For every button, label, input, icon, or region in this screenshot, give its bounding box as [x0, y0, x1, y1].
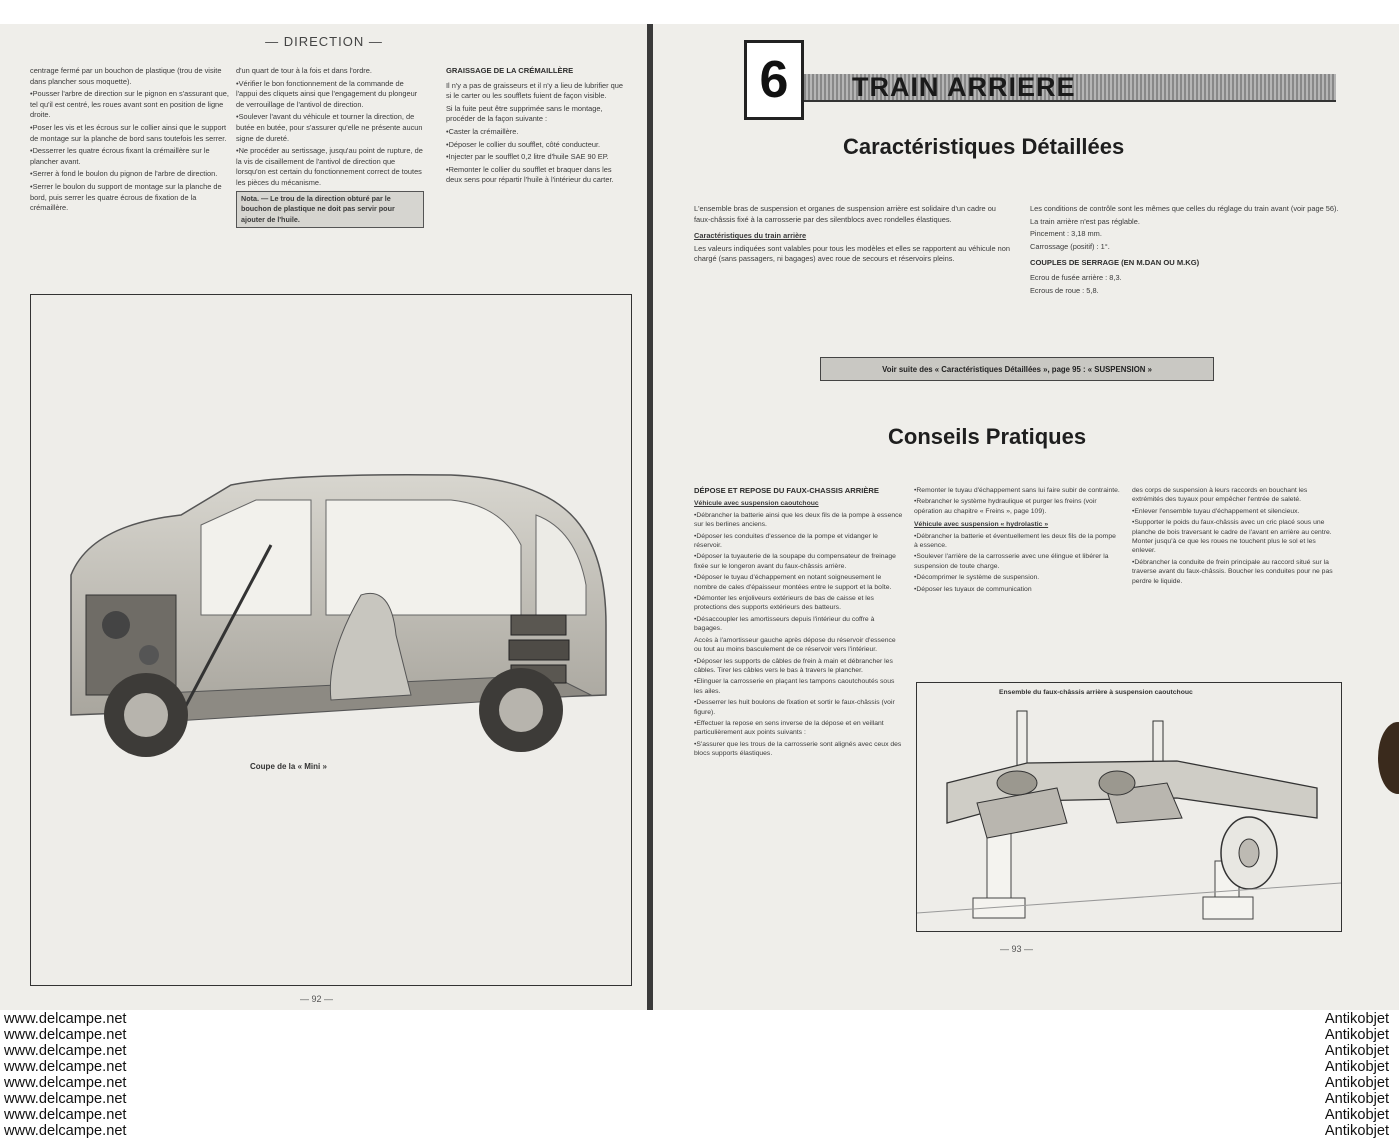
watermark-line: www.delcampe.net	[4, 1011, 127, 1027]
section-title-practical: Conseils Pratiques	[888, 424, 1087, 449]
left-col-3	[446, 66, 628, 188]
paragraph: • Effectuer la repose en sens inverse de la dépose et en veillant particulièrement aux points suivants :	[694, 719, 904, 738]
practical-col-2	[914, 486, 1120, 596]
paragraph: • Remonter le collier du soufflet et braquer dans les deux sens pour répartir l'huile à l'intérieur du carter.	[446, 165, 628, 186]
paragraph: Les valeurs indiquées sont valables pour tous les modèles et elles se rapportent au véhicule non chargé (sans passagers, ni bagages) avec roue de secours et réservoirs pleins.	[694, 243, 1010, 264]
watermark-line: www.delcampe.net	[4, 1043, 127, 1059]
paragraph: Carrossage (positif) : 1°.	[1030, 241, 1110, 251]
paragraph: • Poser les vis et les écrous sur le collier ainsi que le support de montage sur la planche de bord sans toutefois les serrer.	[30, 123, 230, 144]
paragraph: • Déposer les conduites d'essence de la pompe et vidanger le réservoir.	[694, 532, 904, 551]
paragraph: • Déposer la tuyauterie de la soupape du compensateur de freinage fixée sur le longeron avant du faux-châssis arrière.	[694, 552, 904, 571]
paragraph: • Décomprimer le système de suspension.	[914, 573, 1120, 582]
paragraph: • Serrer à fond le boulon du pignon de l'arbre de direction.	[30, 169, 230, 180]
watermark-line: Antikobjet	[1324, 1059, 1389, 1075]
paragraph: • Soulever l'avant du véhicule et tourner la direction, de butée en butée, pour s'assurer qu'elle ne présente aucun signe de dureté.	[236, 112, 424, 144]
paragraph: Il n'y a pas de graisseurs et il n'y a lieu de lubrifier que si le carter ou les soufflets fuient de façon visible.	[446, 80, 624, 101]
paragraph: Ecrou de fusée arrière : 8,3.	[1030, 272, 1122, 282]
paragraph: Accès à l'amortisseur gauche après dépose du réservoir d'essence ou tout au moins basculement de ce réservoir vers l'intérieur.	[694, 636, 896, 654]
left-col-2	[236, 66, 424, 230]
left-col-1	[30, 66, 230, 216]
paragraph: L'ensemble bras de suspension et organes de suspension arrière est solidaire d'un cadre ou faux-châssis fixé à la carrosserie par des silentblocs avec rondelles élastiques.	[694, 204, 996, 224]
paragraph: • Serrer le boulon du support de montage sur la planche de bord, puis serrer les quatre écrous de fixation de la crémaillère.	[30, 182, 230, 214]
paragraph: • Démonter les enjoliveurs extérieurs de bas de caisse et les protections des supports extérieurs des batteurs.	[694, 594, 904, 613]
practical-col-3	[1132, 486, 1340, 588]
paragraph: • Ne procéder au sertissage, jusqu'au point de rupture, de la vis de cisaillement de l'antivol de direction que lorsqu'on est certain du fonctionnement correct de toutes les pièces du mécanisme.	[236, 146, 424, 188]
watermark-line: www.delcampe.net	[4, 1027, 127, 1043]
paragraph: des corps de suspension à leurs raccords en bouchant les extrémités des tuyaux pour empêcher l'entrée de saleté.	[1132, 487, 1308, 504]
figure-caption: Ensemble du faux-châssis arrière à suspension caoutchouc	[999, 689, 1193, 696]
paragraph: • Supporter le poids du faux-châssis avec un cric placé sous une planche de bois traversant le cadre de l'avant en arrière au centre. Monter jusqu'à ce que les roues ne touchent plus le sol et les enlever.	[1132, 518, 1340, 556]
paragraph: Les conditions de contrôle sont les mêmes que celles du réglage du train avant (voir page 56).	[1030, 204, 1339, 213]
paragraph: • S'assurer que les trous de la carrosserie sont alignés avec ceux des blocs supports élastiques.	[694, 740, 904, 759]
paragraph: • Déposer les tuyaux de communication	[914, 585, 1120, 594]
page-number: — 93 —	[1000, 944, 1034, 954]
paragraph: • Débrancher la batterie et éventuellement les deux fils de la pompe à essence.	[914, 532, 1120, 551]
paragraph: centrage fermé par un bouchon de plastique (trou de visite dans plancher sous moquette).	[30, 66, 222, 86]
paragraph: • Caster la crémaillère.	[446, 127, 628, 138]
characteristics-left	[694, 204, 1010, 267]
paragraph: • Déposer le collier du soufflet, côté conducteur.	[446, 140, 628, 151]
section-heading: GRAISSAGE DE LA CRÉMAILLÈRE	[446, 66, 574, 75]
watermark-line: Antikobjet	[1324, 1123, 1389, 1139]
subframe-illustration	[917, 683, 1341, 931]
watermark-line: Antikobjet	[1324, 1091, 1389, 1107]
watermark-line: www.delcampe.net	[4, 1075, 127, 1091]
watermark-line: Antikobjet	[1324, 1107, 1389, 1123]
characteristics-right	[1030, 204, 1340, 298]
subheading: Caractéristiques du train arrière	[694, 231, 807, 241]
paragraph: • Vérifier le bon fonctionnement de la commande de l'appui des cliquets ainsi que l'engagement du plongeur de verrouillage de l'antivol de direction.	[236, 79, 424, 111]
paragraph: Pincement : 3,18 mm.	[1030, 229, 1102, 239]
paragraph: • Déposer les supports de câbles de frein à main et débrancher les câbles. Tirer les câbles vers le bas à travers le plancher.	[694, 657, 904, 676]
paragraph: • Soulever l'arrière de la carrosserie avec une élingue et libérer la suspension de toute charge.	[914, 552, 1120, 571]
paragraph: Ecrous de roue : 5,8.	[1030, 285, 1099, 295]
section-title-characteristics: Caractéristiques Détaillées	[843, 134, 1125, 159]
watermark-line: Antikobjet	[1324, 1075, 1389, 1091]
paragraph: • Desserrer les quatre écrous fixant la crémaillère sur le plancher avant.	[30, 146, 230, 167]
watermark-line: Antikobjet	[1324, 1027, 1389, 1043]
paragraph: • Desserrer les huit boulons de fixation et sortir le faux-châssis (voir figure).	[694, 698, 904, 717]
book-gutter	[647, 24, 653, 1010]
page-number: — 92 —	[300, 994, 334, 1004]
subheading: Véhicule avec suspension caoutchouc	[694, 500, 819, 508]
paragraph: • Déposer le tuyau d'échappement en notant soigneusement le nombre de cales d'épaisseur montées entre le support et la boîte.	[694, 573, 904, 592]
subframe-figure	[916, 682, 1342, 932]
watermark-line: www.delcampe.net	[4, 1123, 127, 1139]
see-continuation-box: Voir suite des « Caractéristiques Détaillées », page 95 : « SUSPENSION »	[820, 357, 1214, 381]
watermark-line: Antikobjet	[1324, 1043, 1389, 1059]
figure-caption: Coupe de la « Mini »	[250, 762, 327, 771]
watermark-line: Antikobjet	[1324, 1011, 1389, 1027]
practical-col-1	[694, 486, 904, 761]
paragraph: • Remonter le tuyau d'échappement sans lui faire subir de contrainte.	[914, 486, 1120, 495]
mini-cutaway-illustration	[31, 295, 631, 985]
paragraph: • Enlever l'ensemble tuyau d'échappement et silencieux.	[1132, 507, 1340, 516]
paragraph: • Rebrancher le système hydraulique et purger les freins (voir opération au chapitre « Freins », page 109).	[914, 497, 1120, 516]
paragraph: • Pousser l'arbre de direction sur le pignon en s'assurant que, tel qu'il est centré, les roues avant sont en position de ligne droite.	[30, 89, 230, 121]
paragraph: La train arrière n'est pas réglable.	[1030, 216, 1140, 226]
paragraph: • Elinguer la carrosserie en plaçant les tampons caoutchoutés sous les ailes.	[694, 677, 904, 696]
paragraph: • Injecter par le soufflet 0,2 litre d'huile SAE 90 EP.	[446, 152, 628, 163]
subheading: Véhicule avec suspension « hydrolastic »	[914, 521, 1049, 529]
paragraph: d'un quart de tour à la fois et dans l'ordre.	[236, 66, 372, 75]
chapter-title: TRAIN ARRIERE	[852, 72, 1076, 102]
paragraph: • Débrancher la batterie ainsi que les deux fils de la pompe à essence sur les berlines anciens.	[694, 511, 904, 530]
subheading: COUPLES DE SERRAGE (EN M.DAN OU M.KG)	[1030, 258, 1200, 268]
watermark-line: www.delcampe.net	[4, 1059, 127, 1075]
nota-box: Nota. — Le trou de la direction obturé par le bouchon de plastique ne doit pas servir pour ajouter de l'huile.	[236, 191, 424, 229]
paragraph: Si la fuite peut être supprimée sans le montage, procéder de la façon suivante :	[446, 103, 603, 124]
section-heading: DÉPOSE ET REPOSE DU FAUX-CHASSIS ARRIÈRE	[694, 486, 879, 495]
watermark-line: www.delcampe.net	[4, 1107, 127, 1123]
paragraph: • Débrancher la conduite de frein principale au raccord situé sur la traverse avant du faux-châssis. Boucher les conduites pour ne pas perdre le liquide.	[1132, 558, 1340, 586]
mini-cutaway-figure	[30, 294, 632, 986]
watermark-left	[4, 1011, 127, 1139]
paragraph: • Désaccoupler les amortisseurs depuis l'intérieur du coffre à bagages.	[694, 615, 904, 634]
watermark-line: www.delcampe.net	[4, 1091, 127, 1107]
chapter-number: 6	[744, 40, 804, 120]
running-head: — DIRECTION —	[265, 34, 383, 49]
watermark-right	[1325, 1011, 1389, 1139]
